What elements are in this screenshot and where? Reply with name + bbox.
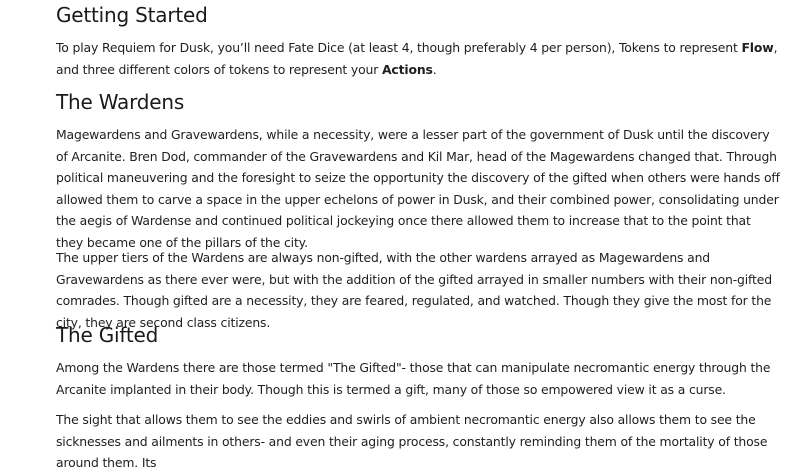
flow-term: Flow <box>741 40 774 55</box>
intro-text-3: . <box>432 61 437 77</box>
heading-getting-started: Getting Started <box>56 3 208 27</box>
intro-text-2: , and three different colors of tokens to represent your <box>56 40 778 77</box>
wardens-paragraph-1: Magewardens and Gravewardens, while a necessity, were a lesser part of the government of Dusk until the discovery of Arcanite. Bren Dod, commander of the Gravewardens and Kil Mar, head of the Magewardens changed that. Through political maneuvering and the foresight to seize the opportunity the discovery of the gifted when others were hands off allowed them to carve a space in the upper echelons of power in Dusk, and their combined power, consolidating under the aegis of Wardense and continued political jockeying once there allowed them to increase that to the point that they became one of the pillars of the city. <box>56 127 780 250</box>
gifted-paragraph-1: Among the Wardens there are those termed "The Gifted"- those that can manipulate necromantic energy through the Arcanite implanted in their body. Though this is termed a gift, many of those so empowered view it as a curse. <box>56 360 771 397</box>
heading-the-wardens: The Wardens <box>56 90 185 114</box>
gifted-paragraph-2: The sight that allows them to see the eddies and swirls of ambient necromantic energy also allows them to see the sicknesses and ailments in others- and even their aging process, constantly reminding them of the mortality of those around them. Its <box>56 412 768 470</box>
heading-the-gifted: The Gifted <box>56 323 159 347</box>
wardens-paragraph-2: The upper tiers of the Wardens are always non-gifted, with the other wardens arrayed as Magewardens and Gravewardens as there ever were, but with the addition of the gifted arrayed in smaller numbers with their non-gifted comrades. Though gifted are a necessity, they are feared, regulated, and watched. Though they give the most for the city, they are second class citizens. <box>56 250 772 330</box>
intro-text-1: To play Requiem for Dusk, you’ll need Fate Dice (at least 4, though preferably 4 per person), Tokens to represent <box>56 40 742 55</box>
actions-term: Actions <box>381 61 433 77</box>
intro-paragraph <box>56 37 781 80</box>
